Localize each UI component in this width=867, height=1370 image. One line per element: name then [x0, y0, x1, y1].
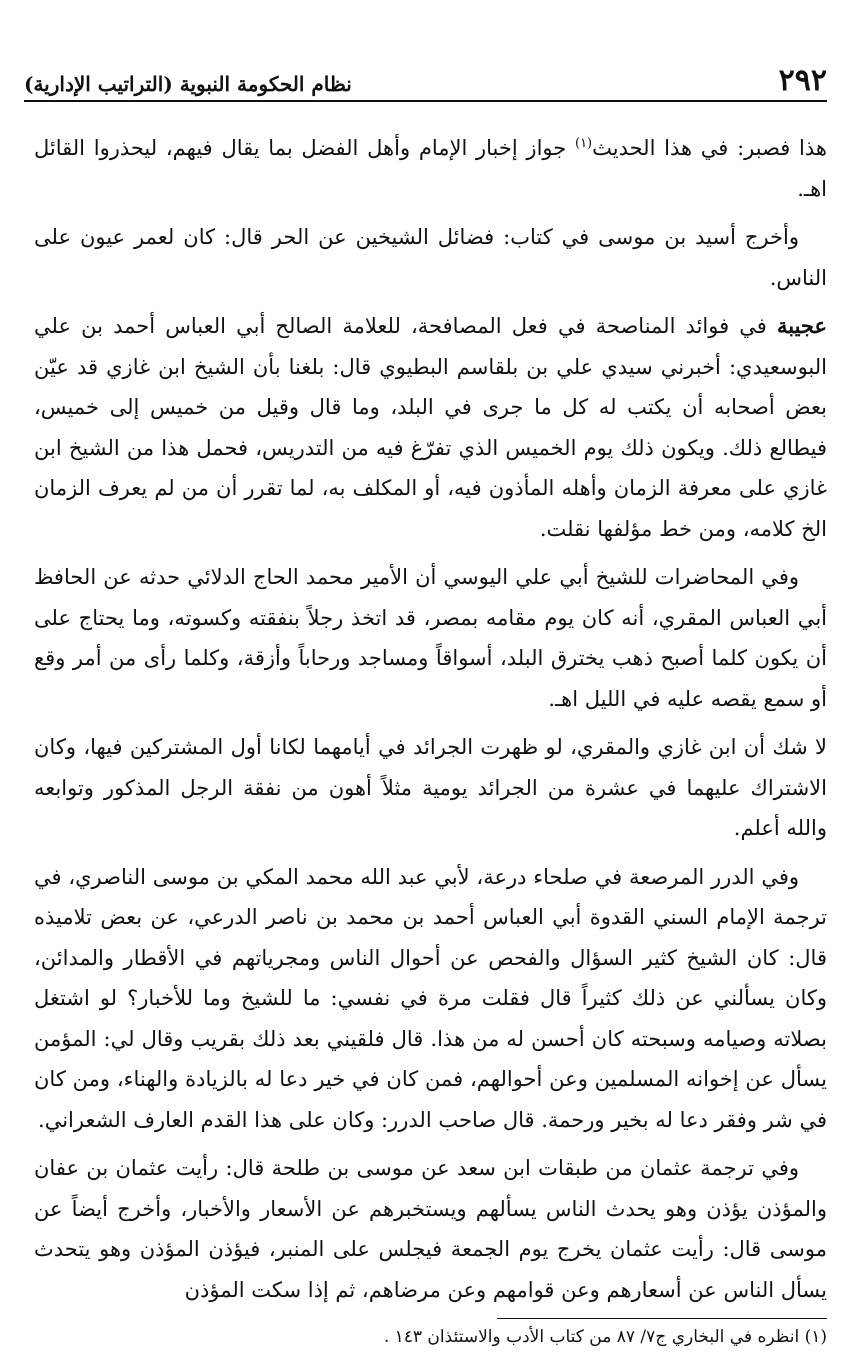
page-header [24, 62, 827, 102]
paragraph-text: في فوائد المناصحة في فعل المصافحة، للعلامة الصالح أبي العباس أحمد بن علي البوسعيدي: أخبرني سيدي علي بن بلقاسم البطيوي قال: بلغنا بأن الشيخ ابن غازي قد عيّن بعض أصحابه أن يكتب له كل ما جرى في البلد، وما قال وقيل من خميس إلى خميس، فيطالع ذلك. ويكون ذلك يوم الخميس الذي تفرّغ فيه من التدريس، فحمل هذا من الشيخ ابن غازي على معرفة الزمان وأهله المأذون فيه، أو المكلف به، لما تقرر أن من لم يعرف الزمان الخ كلامه، ومن خط مؤلفها نقلت. [34, 314, 827, 541]
paragraph-text: جواز إخبار الإمام وأهل الفضل بما يقال فيهم، ليحذروا القائل اهـ. [34, 136, 827, 201]
paragraph-lead: عجيبة [776, 313, 828, 338]
paragraph [34, 306, 827, 549]
paragraph [34, 128, 827, 209]
page-number: ٢٩٢ [778, 63, 827, 98]
paragraph: وفي ترجمة عثمان من طبقات ابن سعد عن موسى بن طلحة قال: رأيت عثمان بن عفان والمؤذن يؤذن وهو يحدث الناس يسألهم ويستخبرهم عن الأسعار والأخبار، وأخرج أيضاً عن موسى قال: رأيت عثمان يخرج يوم الجمعة فيجلس على المنبر، فيؤذن المؤذن وهو يتحدث يسأل الناس عن أسعارهم وعن قوامهم وعن مرضاهم، ثم إذا سكت المؤذن [34, 1156, 827, 1302]
footnote-divider [497, 1318, 827, 1319]
body-text [34, 128, 827, 1318]
paragraph: وأخرج أسيد بن موسى في كتاب: فضائل الشيخين عن الحر قال: كان لعمر عيون على الناس. [34, 225, 827, 290]
paragraph: وفي الدرر المرصعة في صلحاء درعة، لأبي عبد الله محمد المكي بن موسى الناصري، في ترجمة الإمام السني القدوة أبي العباس أحمد بن محمد بن ناصر الدرعي، عن بعض تلاميذه قال: كان الشيخ كثير السؤال والفحص عن أحوال الناس ومجرياتهم في الأقطار والمدائن، وكان يسألني عن ذلك كثيراً قال فقلت مرة في نفسي: ما للشيخ وما للأخبار؟ لو اشتغل بصلاته وصيامه وسبحته كان أحسن له من هذا. قال فلقيني بعد ذلك بقريب وقال لي: المؤمن يسأل عن إخوانه المسلمين وعن أحوالهم، فمن كان في خير دعا له بالزيادة والهناء، ومن كان في شر وفقر دعا له بخير ورحمة. قال صاحب الدرر: وكان على هذا القدم العارف الشعراني. [34, 864, 827, 1132]
paragraph-text: هذا فصبر: في هذا الحديث [592, 136, 827, 160]
running-title: نظام الحكومة النبوية (التراتيب الإدارية) [24, 72, 352, 96]
paragraph: لا شك أن ابن غازي والمقري، لو ظهرت الجرائد في أيامهما لكانا أول المشتركين فيها، وكان الاشتراك عليهما في عشرة من الجرائد يومية مثلاً أهون من نفقة الرجل المذكور وتوابعه والله أعلم. [34, 735, 827, 840]
footnote-ref: (١) [574, 136, 593, 151]
footnote: (١) انظره في البخاري ج٧/ ٨٧ من كتاب الأدب والاستئذان ١٤٣ . [383, 1327, 827, 1347]
paragraph: وفي المحاضرات للشيخ أبي علي اليوسي أن الأمير محمد الحاج الدلائي حدثه عن الحافظ أبي العباس المقري، أنه كان يوم مقامه بمصر، قد اتخذ رجلاً بنفقته وكسوته، وما يحتاج على أن يكون كلما أصبح ذهب يخترق البلد، أسواقاً ومساجد ورحاباً وأزقة، وكلما رأى من أمر وقع أو سمع يقصه عليه في الليل اهـ. [34, 565, 828, 711]
